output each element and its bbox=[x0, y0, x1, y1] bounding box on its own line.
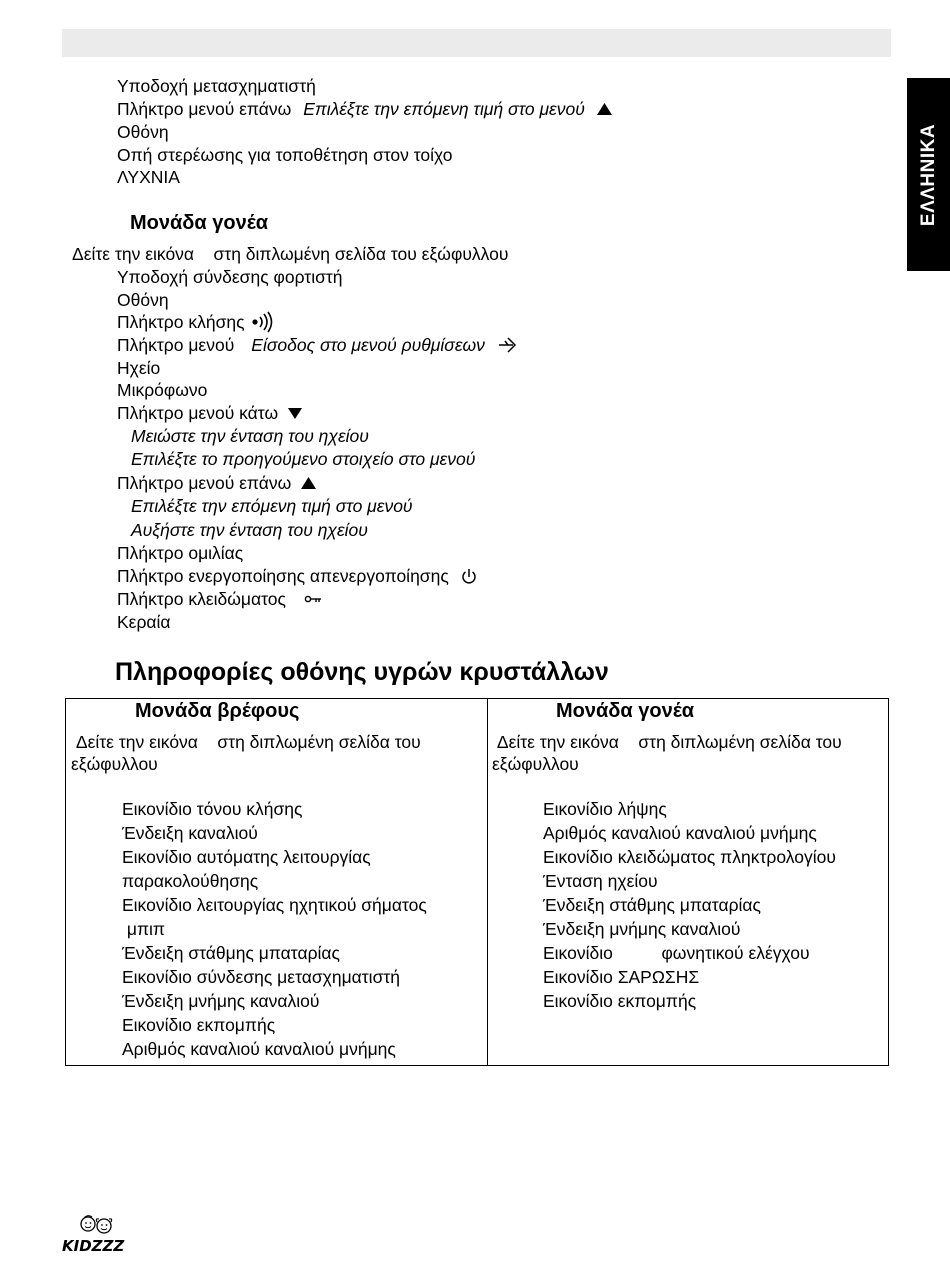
item-text: Πλήκτρο ομιλίας bbox=[117, 543, 244, 563]
item-text: Οθόνη bbox=[117, 290, 169, 310]
list-item: Εικονίδιο λήψης bbox=[543, 799, 667, 819]
item-note: Επιλέξτε το προηγούμενο στοιχείο στο μενού bbox=[131, 449, 476, 469]
list-item: Ένδειξη μνήμης καναλιού bbox=[543, 919, 741, 939]
list-item: Εικονίδιο τόνου κλήσης bbox=[122, 799, 303, 819]
language-tab-label: ΕΛΛΗΝΙΚΑ bbox=[917, 123, 939, 226]
item-text: Υποδοχή μετασχηματιστή bbox=[117, 76, 316, 96]
list-item: Ένδειξη στάθμης μπαταρίας bbox=[543, 895, 761, 915]
item-text: Υποδοχή σύνδεσης φορτιστή bbox=[117, 267, 343, 287]
enter-arrow-icon bbox=[497, 336, 517, 354]
item-text: Οπή στερέωσης για τοποθέτηση στον τοίχο bbox=[117, 145, 453, 165]
list-item: Εικονίδιο σύνδεσης μετασχηματιστή bbox=[122, 967, 401, 987]
item-text: Πλήκτρο μενού επάνω bbox=[117, 473, 292, 493]
list-item bbox=[117, 334, 517, 356]
item-text: Μικρόφωνο bbox=[117, 380, 208, 400]
triangle-up-icon bbox=[301, 477, 316, 489]
item-note: Είσοδος στο μενού ρυθμίσεων bbox=[251, 335, 485, 355]
list-item: Αριθμός καναλιού καναλιού μνήμης bbox=[122, 1039, 396, 1059]
section-heading: Μονάδα γονέα bbox=[130, 212, 269, 234]
item-text: Πλήκτρο κλήσης bbox=[117, 312, 245, 332]
section-title: Πληροφορίες οθόνης υγρών κρυστάλλων bbox=[115, 658, 609, 686]
list-item bbox=[117, 144, 453, 166]
svg-text:KIDZZZ: KIDZZZ bbox=[62, 1237, 125, 1255]
column-heading: Μονάδα βρέφους bbox=[135, 700, 300, 722]
list-item: Αριθμός καναλιού καναλιού μνήμης bbox=[543, 823, 817, 843]
item-note: Επιλέξτε την επόμενη τιμή στο μενού bbox=[131, 496, 413, 516]
list-item bbox=[117, 402, 302, 424]
list-item bbox=[117, 542, 243, 564]
item-text: Οθόνη bbox=[117, 122, 169, 142]
list-item: Εικονίδιο ΣΑΡΩΣΗΣ bbox=[543, 967, 700, 987]
list-item bbox=[117, 98, 612, 120]
list-item: παρακολούθησης bbox=[122, 871, 259, 891]
list-item: μπιπ bbox=[122, 919, 165, 939]
list-item bbox=[117, 611, 171, 633]
list-item bbox=[117, 289, 169, 311]
sound-waves-icon bbox=[251, 311, 275, 333]
list-item: Εικονίδιο αυτόματης λειτουργίας bbox=[122, 847, 371, 867]
see-picture-note: Δείτε την εικόνα στη διπλωμένη σελίδα του εξώφυλλου bbox=[72, 244, 509, 264]
see-picture-note: Δείτε την εικόνα στη διπλωμένη σελίδα του εξώφυλλου bbox=[71, 732, 426, 774]
list-item bbox=[117, 379, 207, 401]
list-item: Εικονίδιο λειτουργίας ηχητικού σήματος bbox=[122, 895, 427, 915]
list-item bbox=[117, 121, 169, 143]
list-item: Εικονίδιο εκπομπής bbox=[122, 1015, 276, 1035]
item-text: ΛΥΧΝΙΑ bbox=[117, 167, 180, 187]
lcd-info-table bbox=[65, 698, 889, 1066]
triangle-down-icon bbox=[288, 408, 302, 419]
item-note: Επιλέξτε την επόμενη τιμή στο μενού bbox=[303, 99, 585, 119]
list-item bbox=[117, 166, 180, 188]
column-heading: Μονάδα γονέα bbox=[556, 700, 695, 722]
list-item: Ένταση ηχείου bbox=[543, 871, 658, 891]
list-item bbox=[117, 588, 322, 610]
kidzzz-logo bbox=[60, 1213, 135, 1257]
item-text: Ηχείο bbox=[117, 358, 161, 378]
list-item bbox=[117, 472, 316, 494]
list-item bbox=[117, 266, 343, 288]
list-item bbox=[117, 311, 275, 333]
parent-unit-column bbox=[488, 699, 888, 1065]
list-item: Ένδειξη μνήμης καναλιού bbox=[122, 991, 320, 1011]
list-item: Ένδειξη καναλιού bbox=[122, 823, 258, 843]
icon-list bbox=[543, 797, 836, 1013]
language-tab bbox=[907, 78, 950, 271]
item-text: Πλήκτρο μενού επάνω bbox=[117, 99, 292, 119]
icon-list bbox=[122, 797, 427, 1061]
list-item bbox=[117, 357, 160, 379]
triangle-up-icon bbox=[597, 103, 612, 115]
item-text: Κεραία bbox=[117, 612, 171, 632]
item-text: Πλήκτρο μενού κάτω bbox=[117, 403, 279, 423]
list-item bbox=[117, 75, 316, 97]
baby-unit-column bbox=[66, 699, 487, 1065]
item-text: Πλήκτρο μενού bbox=[117, 335, 235, 355]
list-item bbox=[117, 565, 477, 587]
item-text: Πλήκτρο κλειδώματος bbox=[117, 589, 286, 609]
key-icon bbox=[304, 594, 322, 604]
list-item: Εικονίδιο κλειδώματος πληκτρολογίου bbox=[543, 847, 836, 867]
header-bar bbox=[62, 29, 891, 57]
item-note: Μειώστε την ένταση του ηχείου bbox=[131, 426, 369, 446]
item-text: Πλήκτρο ενεργοποίησης απενεργοποίησης bbox=[117, 566, 449, 586]
list-item: Εικονίδιο εκπομπής bbox=[543, 991, 697, 1011]
item-note: Αυξήστε την ένταση του ηχείου bbox=[131, 520, 368, 540]
power-icon bbox=[461, 568, 477, 585]
list-item: Ένδειξη στάθμης μπαταρίας bbox=[122, 943, 340, 963]
see-picture-note: Δείτε την εικόνα στη διπλωμένη σελίδα του εξώφυλλου bbox=[492, 732, 847, 774]
list-item: Εικονίδιο φωνητικού ελέγχου bbox=[543, 943, 810, 963]
